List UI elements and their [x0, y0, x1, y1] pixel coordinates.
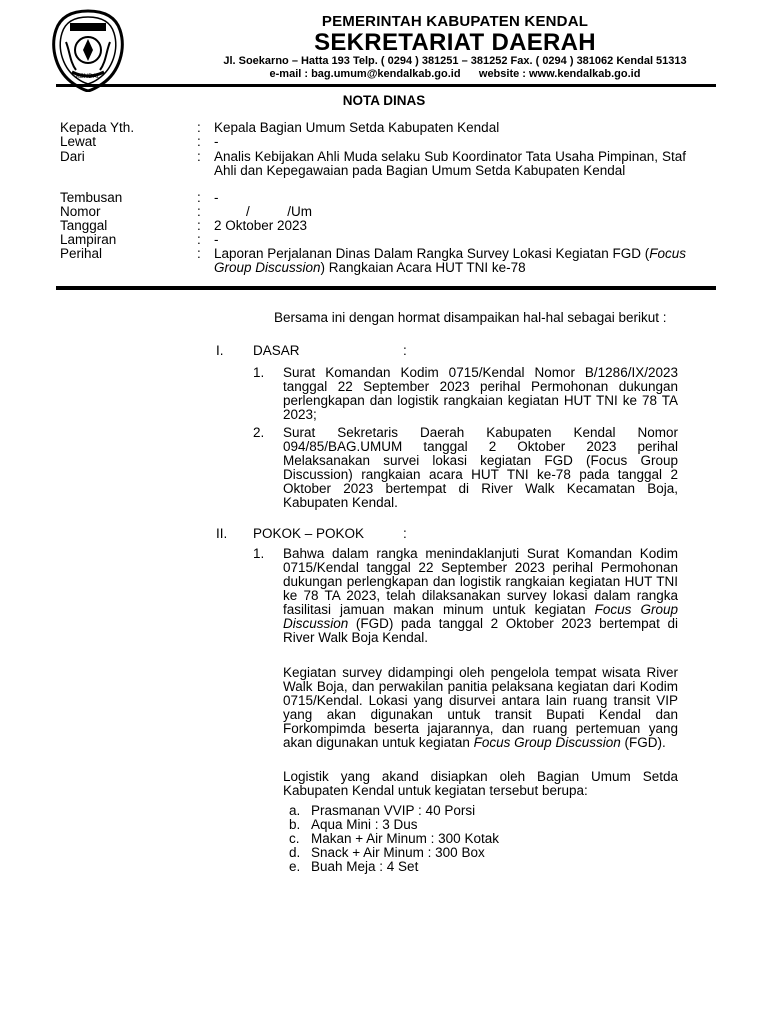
pokok-1-number: 1.	[253, 546, 265, 561]
to-value: Kepala Bagian Umum Setda Kabupaten Kendal	[214, 120, 500, 135]
date-colon: :	[197, 218, 201, 233]
letterhead-rule	[56, 84, 716, 87]
section-2-colon: :	[403, 526, 407, 541]
list-item-marker: a.	[289, 803, 301, 818]
letterhead-org: PEMERINTAH KABUPATEN KENDAL	[321, 13, 589, 30]
subject-colon: :	[197, 246, 201, 261]
survey-paragraph: Kegiatan survey didampingi oleh pengelola tempat wisata River Walk Boja, dan perwakilan panitia pelaksana kegiatan dari Kodim 0715/Kendal. Lokasi yang disurvei antara lain ruang transit VIP yang akan digunakan untuk transit Bupati Kendal dan Forkompimda beserta jajarannya, dan ruang pertemuan yang akan digunakan untuk kegiatan Focus Group Discussion (FGD).	[283, 665, 678, 750]
letterhead-address: Jl. Soekarno – Hatta 193 Telp. ( 0294 ) 381251 – 381252 Fax. ( 0294 ) 381062 Kendal 51313	[223, 55, 687, 67]
list-item-marker: b.	[289, 817, 301, 832]
attachment-label: Lampiran	[60, 232, 117, 247]
cc-colon: :	[197, 190, 201, 205]
intro-paragraph: Bersama ini dengan hormat disampaikan hal-hal sebagai berikut :	[274, 310, 667, 325]
number-label: Nomor	[60, 204, 101, 219]
list-item: Snack + Air Minum : 300 Box	[311, 845, 485, 860]
to-colon: :	[197, 120, 201, 135]
section-1-colon: :	[403, 343, 407, 358]
number-value: / /Um	[246, 204, 313, 219]
section-2-number: II.	[216, 526, 228, 541]
from-colon: :	[197, 149, 201, 164]
attachment-colon: :	[197, 232, 201, 247]
dasar-2-number: 2.	[253, 425, 265, 440]
date-label: Tanggal	[60, 218, 108, 233]
list-item: Aqua Mini : 3 Dus	[311, 817, 418, 832]
subject-value: Laporan Perjalanan Dinas Dalam Rangka Survey Lokasi Kegiatan FGD (Focus Group Discussion) Rangkaian Acara HUT TNI ke-78	[214, 246, 686, 275]
list-item-marker: c.	[289, 831, 300, 846]
cc-label: Tembusan	[60, 190, 123, 205]
from-value: Analis Kebijakan Ahli Muda selaku Sub Koordinator Tata Usaha Pimpinan, Staf Ahli dan Kepegawaian pada Bagian Umum Setda Kabupaten Kendal	[214, 149, 686, 178]
cc-value: -	[214, 190, 219, 205]
section-1-title: DASAR	[253, 343, 300, 358]
letterhead-contact: e-mail : bag.umum@kendalkab.go.id website : www.kendalkab.go.id	[269, 68, 641, 80]
to-label: Kepada Yth.	[60, 120, 135, 135]
logistics-paragraph: Logistik yang akand disiapkan oleh Bagian Umum Setda Kabupaten Kendal untuk kegiatan tersebut berupa:	[283, 769, 678, 798]
attachment-value: -	[214, 232, 219, 247]
letterhead-office: SEKRETARIAT DAERAH	[314, 29, 596, 56]
list-item-marker: e.	[289, 859, 301, 874]
list-item: Makan + Air Minum : 300 Kotak	[311, 831, 499, 846]
via-value: -	[214, 134, 219, 149]
date-value: 2 Oktober 2023	[214, 218, 308, 233]
via-colon: :	[197, 134, 201, 149]
document-title: NOTA DINAS	[342, 93, 426, 108]
via-label: Lewat	[60, 134, 97, 149]
svg-text:KENDAL: KENDAL	[75, 73, 101, 80]
list-item: Prasmanan VVIP : 40 Porsi	[311, 803, 476, 818]
list-item: Buah Meja : 4 Set	[311, 859, 419, 874]
list-item-marker: d.	[289, 845, 301, 860]
kendal-regency-emblem	[46, 8, 130, 92]
dasar-1-number: 1.	[253, 365, 265, 380]
subject-label: Perihal	[60, 246, 103, 261]
section-2-title: POKOK – POKOK	[253, 526, 365, 541]
pokok-1-text: Bahwa dalam rangka menindaklanjuti Surat Komandan Kodim 0715/Kendal tanggal 22 September 2023 perihal Permohonan dukungan perlengkapan dan logistik rangkaian kegiatan HUT TNI ke 78 TA 2023, telah dilaksanakan survey lokasi dalam rangka fasilitasi jamuan makan minum untuk kegiatan Focus Group Discussion (FGD) pada tanggal 2 Oktober 2023 bertempat di River Walk Boja Kendal.	[283, 546, 678, 645]
section-1-number: I.	[216, 343, 224, 358]
dasar-2-text: Surat Sekretaris Daerah Kabupaten Kendal Nomor 094/85/BAG.UMUM tanggal 2 Oktober 2023 perihal Melaksanakan survei lokasi kegiatan FGD (Focus Group Discussion) rangkaian acara HUT TNI ke-78 pada tanggal 2 Oktober 2023 bertempat di River Walk Kecamatan Boja, Kabupaten Kendal.	[283, 425, 678, 510]
number-colon: :	[197, 204, 201, 219]
header-divider	[56, 286, 716, 290]
dasar-1-text: Surat Komandan Kodim 0715/Kendal Nomor B/1286/IX/2023 tanggal 22 September 2023 perihal Permohonan dukungan perlengkapan dan logistik rangkaian kegiatan HUT TNI ke 78 TA 2023;	[283, 365, 678, 422]
from-label: Dari	[60, 149, 85, 164]
